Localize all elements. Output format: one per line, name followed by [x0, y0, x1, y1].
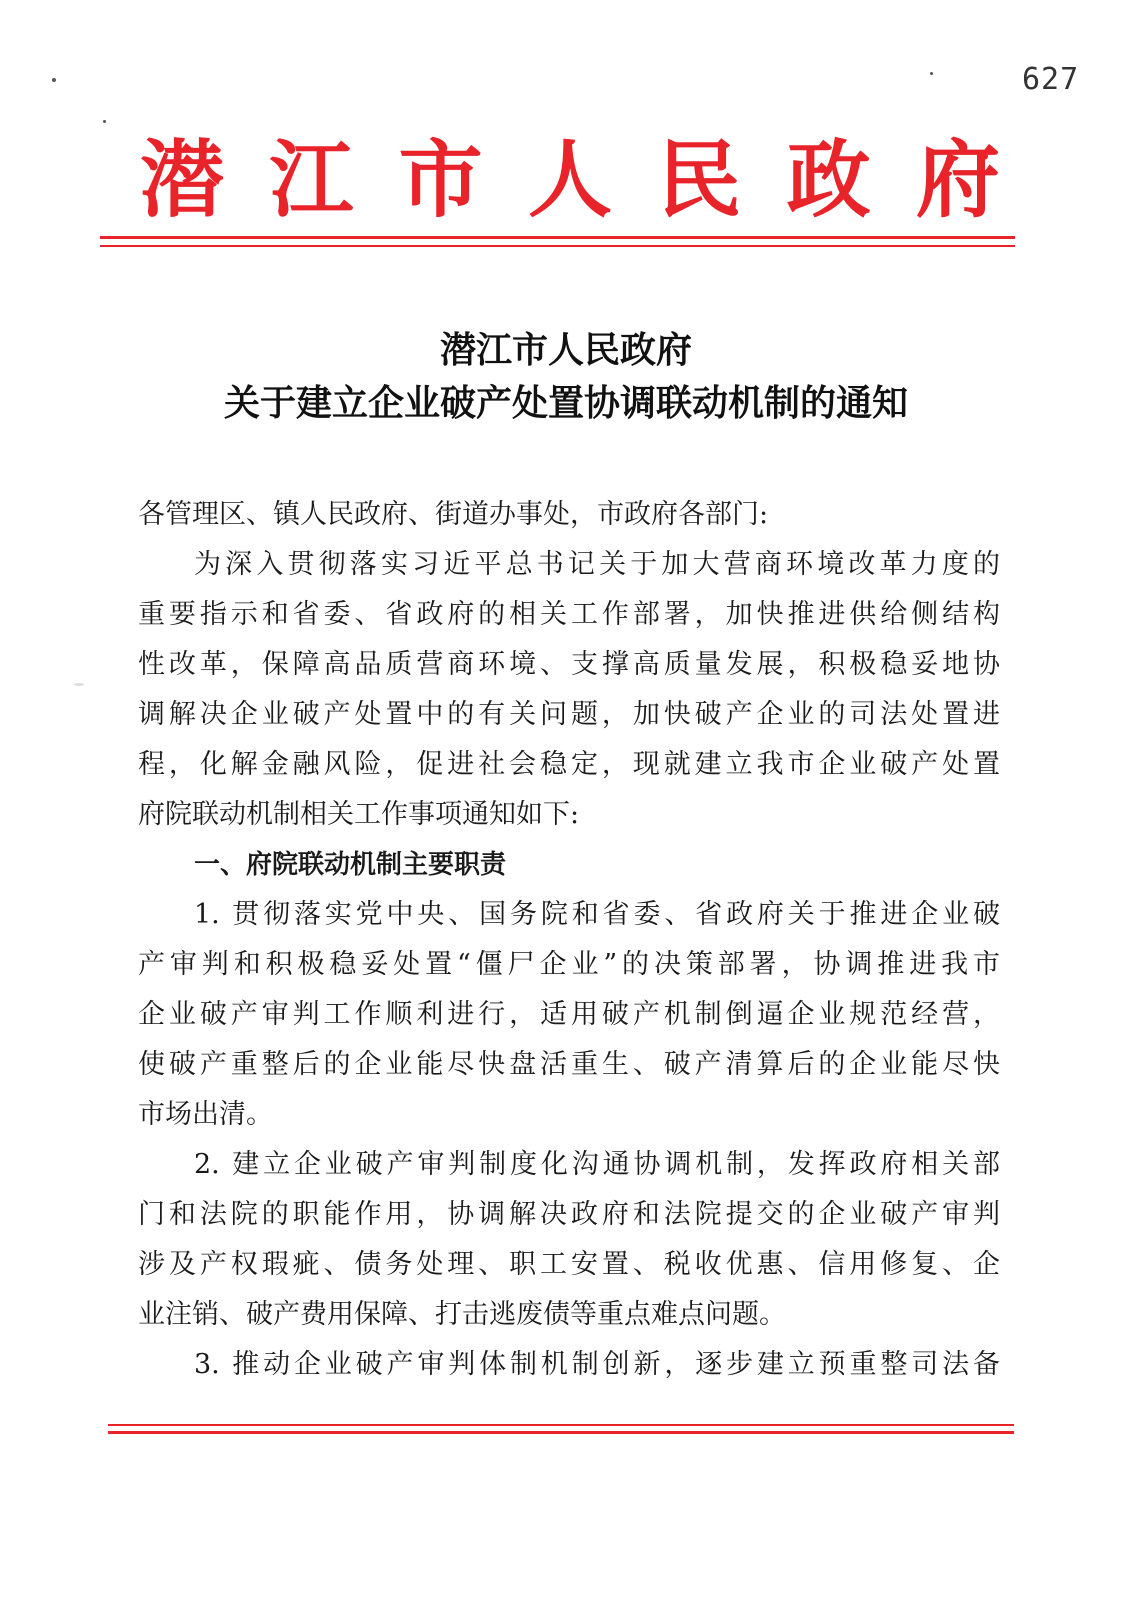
- footer-rule-thin: [108, 1424, 1014, 1426]
- intro-line: 重要指示和省委、省政府的相关工作部署，加快推进供给侧结构: [138, 599, 1000, 630]
- item1-line: 市场出清。: [138, 1099, 273, 1130]
- footer-rule-thick: [108, 1431, 1014, 1434]
- letterhead: [140, 130, 1000, 230]
- intro-line: 府院联动机制相关工作事项通知如下:: [138, 799, 580, 830]
- intro-line: 程，化解金融风险，促进社会稳定，现就建立我市企业破产处置: [138, 749, 1000, 780]
- scan-speck: [103, 120, 106, 123]
- salutation: 各管理区、镇人民政府、街道办事处，市政府各部门:: [138, 499, 769, 530]
- item2-line: 2. 建立企业破产审判制度化沟通协调机制，发挥政府相关部: [194, 1149, 1000, 1180]
- header-rule-thick: [100, 236, 1015, 239]
- item1-line: 企业破产审判工作顺利进行，适用破产机制倒逼企业规范经营，: [138, 999, 1000, 1030]
- item1-line: 1. 贯彻落实党中央、国务院和省委、省政府关于推进企业破: [194, 899, 1000, 930]
- scan-speck: [52, 78, 56, 82]
- item1-line: 使破产重整后的企业能尽快盘活重生、破产清算后的企业能尽快: [138, 1049, 1000, 1080]
- letterhead-char: 人: [527, 130, 612, 229]
- letterhead-char: 市: [398, 130, 483, 229]
- page-number: 627: [1022, 62, 1080, 97]
- item2-line: 涉及产权瑕疵、债务处理、职工安置、税收优惠、信用修复、企: [138, 1249, 1000, 1280]
- letterhead-char: 政: [786, 130, 871, 229]
- letterhead-char: 江: [269, 130, 354, 229]
- header-rule-thin: [100, 245, 1015, 247]
- scan-speck: [930, 72, 933, 75]
- document-title-line2: 关于建立企业破产处置协调联动机制的通知: [223, 382, 908, 424]
- intro-line: 调解决企业破产处置中的有关问题，加快破产企业的司法处置进: [138, 699, 1000, 730]
- letterhead-char: 潜: [140, 130, 225, 229]
- letterhead-char: 府: [915, 130, 1000, 229]
- document-body: [138, 490, 1000, 1390]
- intro-line: 性改革，保障高品质营商环境、支撑高质量发展，积极稳妥地协: [138, 649, 1000, 680]
- scan-speck: [74, 683, 84, 686]
- item3-line: 3. 推动企业破产审判体制机制创新，逐步建立预重整司法备: [194, 1349, 1000, 1380]
- section-heading: 一、府院联动机制主要职责: [194, 850, 507, 880]
- item2-line: 门和法院的职能作用，协调解决政府和法院提交的企业破产审判: [138, 1199, 1000, 1230]
- letterhead-char: 民: [657, 130, 742, 229]
- intro-line: 为深入贯彻落实习近平总书记关于加大营商环境改革力度的: [194, 549, 1000, 580]
- item2-line: 业注销、破产费用保障、打击逃废债等重点难点问题。: [138, 1299, 786, 1330]
- item1-line: 产审判和积极稳妥处置“僵尸企业”的决策部署，协调推进我市: [138, 949, 1000, 980]
- document-title-line1: 潜江市人民政府: [439, 329, 692, 371]
